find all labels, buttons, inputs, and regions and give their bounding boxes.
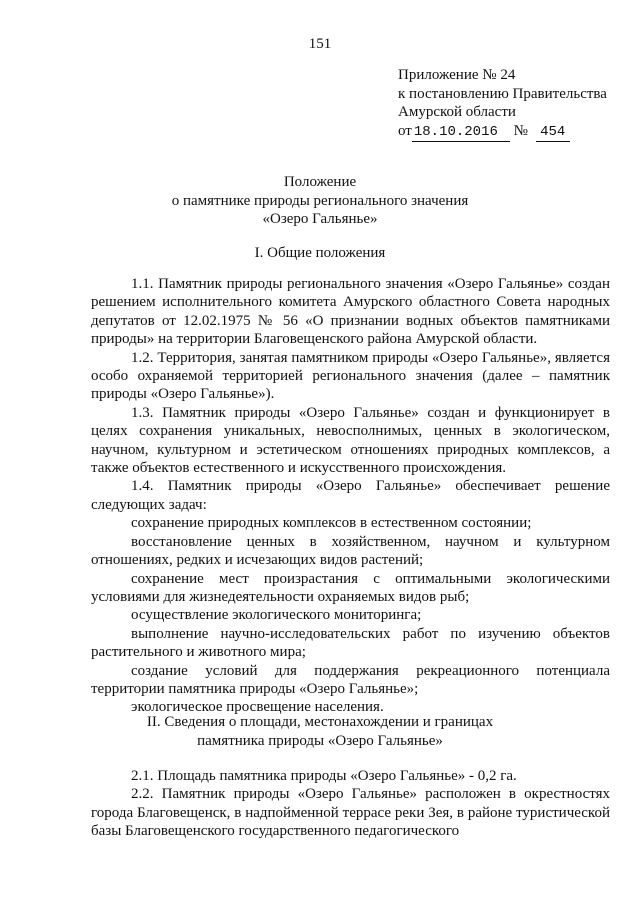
appendix-resolution: к постановлению Правительства <box>398 85 607 102</box>
appendix-date-number-row <box>398 122 607 143</box>
page-number: 151 <box>308 36 332 52</box>
paragraph: 1.2. Территория, занятая памятником природы «Озеро Гальянье», является особо охраняемой территорией регионального значения (далее – памятник природы «Озеро Гальянье»). <box>91 349 610 403</box>
paragraph: 2.1. Площадь памятника природы «Озеро Гальянье» - 0,2 га. <box>131 768 517 784</box>
handwritten-number: 454 <box>536 123 570 143</box>
handwritten-date: 18.10.2016 <box>412 123 510 143</box>
paragraph: 1.1. Памятник природы регионального значения «Озеро Гальянье» создан решением исполнительного комитета Амурского областного Совета народных депутатов от 12.02.1975 № 56 «О признании водных объектов памятниками природы» на территории Благовещенского района Амурской области. <box>91 276 610 348</box>
number-label: № <box>513 122 528 139</box>
paragraph: 2.2. Памятник природы «Озеро Гальянье» расположен в окрестностях города Благовещенск, в надпойменной террасе реки Зея, в районе туристической базы Благовещенского государственного педагогического <box>91 786 610 840</box>
paragraph: 1.3. Памятник природы «Озеро Гальянье» создан и функционирует в целях сохранения уникальных, невосполнимых, ценных в экологическом, научном, культурном и эстетическом отношениях природных комплексов, а также объектов естественного и искусственного происхождения. <box>91 404 610 477</box>
section-2-heading-line-2: памятника природы «Озеро Гальянье» <box>197 732 443 749</box>
appendix-title: Приложение № 24 <box>398 67 516 83</box>
appendix-region: Амурской области <box>398 104 516 120</box>
title-line-1: Положение <box>283 174 357 190</box>
paragraph: восстановление ценных в хозяйственном, научном и культурном отношениях, редких и исчезающих видов растений; <box>91 533 610 569</box>
paragraph: экологическое просвещение населения. <box>131 699 384 716</box>
section-2-body <box>91 767 610 841</box>
paragraph: сохранение мест произрастания с оптимальными экологическими условиями для жизнедеятельности охраняемых видов рыб; <box>91 570 610 605</box>
document-title <box>0 173 640 229</box>
title-line-2: о памятнике природы регионального значения <box>171 192 469 209</box>
paragraph: сохранение природных комплексов в естественном состоянии; <box>131 515 532 532</box>
paragraph: создание условий для поддержания рекреационного потенциала территории памятника природы «Озеро Гальянье»; <box>91 662 610 697</box>
appendix-block <box>398 66 607 142</box>
section-2-heading-line-1: II. Сведения о площади, местонахождении и границах <box>146 714 494 730</box>
paragraph: выполнение научно-исследовательских работ по изучению объектов растительного и животного мира; <box>91 625 610 661</box>
title-line-3: «Озеро Гальянье» <box>262 211 378 227</box>
paragraph: 1.4. Памятник природы «Озеро Гальянье» обеспечивает решение следующих задач: <box>91 478 610 513</box>
paragraph: осуществление экологического мониторинга; <box>131 607 422 624</box>
section-2-heading <box>0 713 640 750</box>
from-label: от <box>398 122 412 139</box>
section-1-heading: I. Общие положения <box>254 245 386 261</box>
section-1-body <box>91 275 610 717</box>
